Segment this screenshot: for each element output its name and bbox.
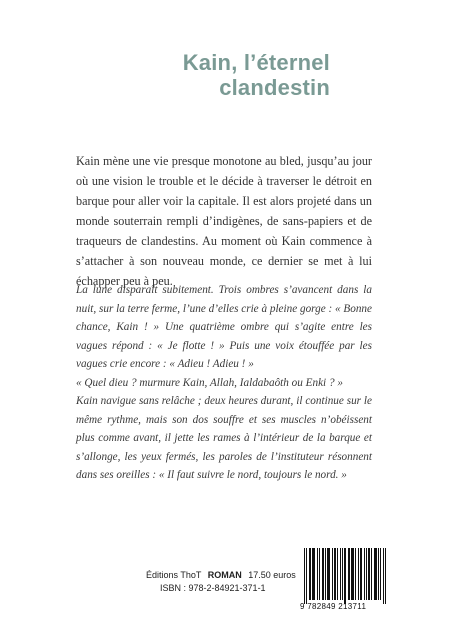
barcode-bar xyxy=(310,548,311,600)
barcode-bar xyxy=(306,548,307,604)
barcode-bar xyxy=(358,548,359,600)
barcode-bar xyxy=(366,548,367,600)
barcode-bar xyxy=(368,548,369,600)
barcode-bar xyxy=(325,548,326,600)
barcode-bar xyxy=(317,548,318,600)
barcode-bar xyxy=(309,548,310,600)
title-line-2: clandestin xyxy=(219,75,330,100)
barcode-bar xyxy=(313,548,314,600)
publisher-info xyxy=(146,569,296,595)
barcode-bar xyxy=(340,548,341,600)
barcode-bar xyxy=(332,548,333,600)
book-summary: Kain mène une vie presque monotone au bled, jusqu’au jour où une vision le trouble et le décide à traverser le détroit en barque pour aller voir la capitale. Il est alors projeté dans un monde souterrain rempli d’indigènes, de sans-papiers et de traqueurs de clandestins. Au moment où Kain commence à s’attacher à son nouveau monde, ce dernier se met à lui échapper peu à peu. xyxy=(76,154,372,288)
barcode-bar xyxy=(374,548,375,600)
excerpt-paragraph-2: « Quel dieu ? murmure Kain, Allah, Ialdabaôth ou Enki ? » xyxy=(76,376,343,389)
barcode-bar xyxy=(314,548,315,600)
barcode-bar xyxy=(304,548,305,604)
barcode-bar xyxy=(344,548,345,604)
barcode-bar xyxy=(375,548,376,600)
barcode-bar xyxy=(328,548,329,600)
genre-label: ROMAN xyxy=(207,570,242,580)
barcode-bar xyxy=(335,548,336,600)
barcode-bar xyxy=(364,548,365,600)
barcode-bar xyxy=(348,548,349,600)
barcode-bar xyxy=(378,548,379,600)
barcode-bar xyxy=(380,548,381,600)
barcode-bar xyxy=(342,548,343,600)
title-line-1: Kain, l’éternel xyxy=(182,50,330,75)
barcode-bar xyxy=(361,548,362,600)
publisher-line xyxy=(146,569,296,582)
publisher-name: Éditions ThoT xyxy=(146,570,202,580)
barcode-bar xyxy=(312,548,313,600)
barcode-bar xyxy=(352,548,353,600)
book-title xyxy=(183,50,330,100)
excerpt-paragraph-3: Kain navigue sans relâche ; deux heures durant, il continue sur le même rythme, mais son dos souffre et ses muscles n’obéissent plus comme avant, il jette les rames à l’intérieur de la barque et s’allonge, les yeux fermés, les paroles de l’instituteur résonnent dans ses oreilles : « Il faut suivre le nord, toujours le nord. » xyxy=(76,395,372,481)
price-label: 17.50 euros xyxy=(248,570,296,580)
barcode-icon xyxy=(304,548,386,604)
barcode-bar xyxy=(376,548,377,600)
barcode-bar xyxy=(383,548,384,604)
barcode-digits: 9 782849 213711 xyxy=(300,602,367,611)
isbn-label: ISBN : 978-2-84921-371-1 xyxy=(160,583,266,593)
barcode-bar xyxy=(345,548,346,604)
barcode-bar xyxy=(319,548,320,600)
barcode-bar xyxy=(323,548,324,600)
barcode-bar xyxy=(351,548,352,600)
barcode-bar xyxy=(353,548,354,600)
barcode-bar xyxy=(329,548,330,600)
barcode-bar xyxy=(349,548,350,600)
barcode-bar xyxy=(360,548,361,600)
excerpt-paragraph-1: La lune disparaît subitement. Trois ombres s’avancent dans la nuit, sur la terre ferme, l’une d’elles crie à pleine gorge : « Bonne chance, Kain ! » Une quatrième ombre qui s’agite entre les vagues répond : « Je flotte ! » Puis une voix étouffée par les vagues crie encore : « Adieu ! Adieu ! » xyxy=(76,284,372,370)
barcode-bar xyxy=(327,548,328,600)
barcode-bar xyxy=(355,548,356,600)
barcode-bar xyxy=(369,548,370,600)
book-excerpt xyxy=(76,281,372,485)
barcode-bar xyxy=(371,548,372,600)
barcode-bar xyxy=(337,548,338,600)
barcode-bar xyxy=(322,548,323,600)
barcode-bar xyxy=(385,548,386,604)
barcode-bar xyxy=(334,548,335,600)
